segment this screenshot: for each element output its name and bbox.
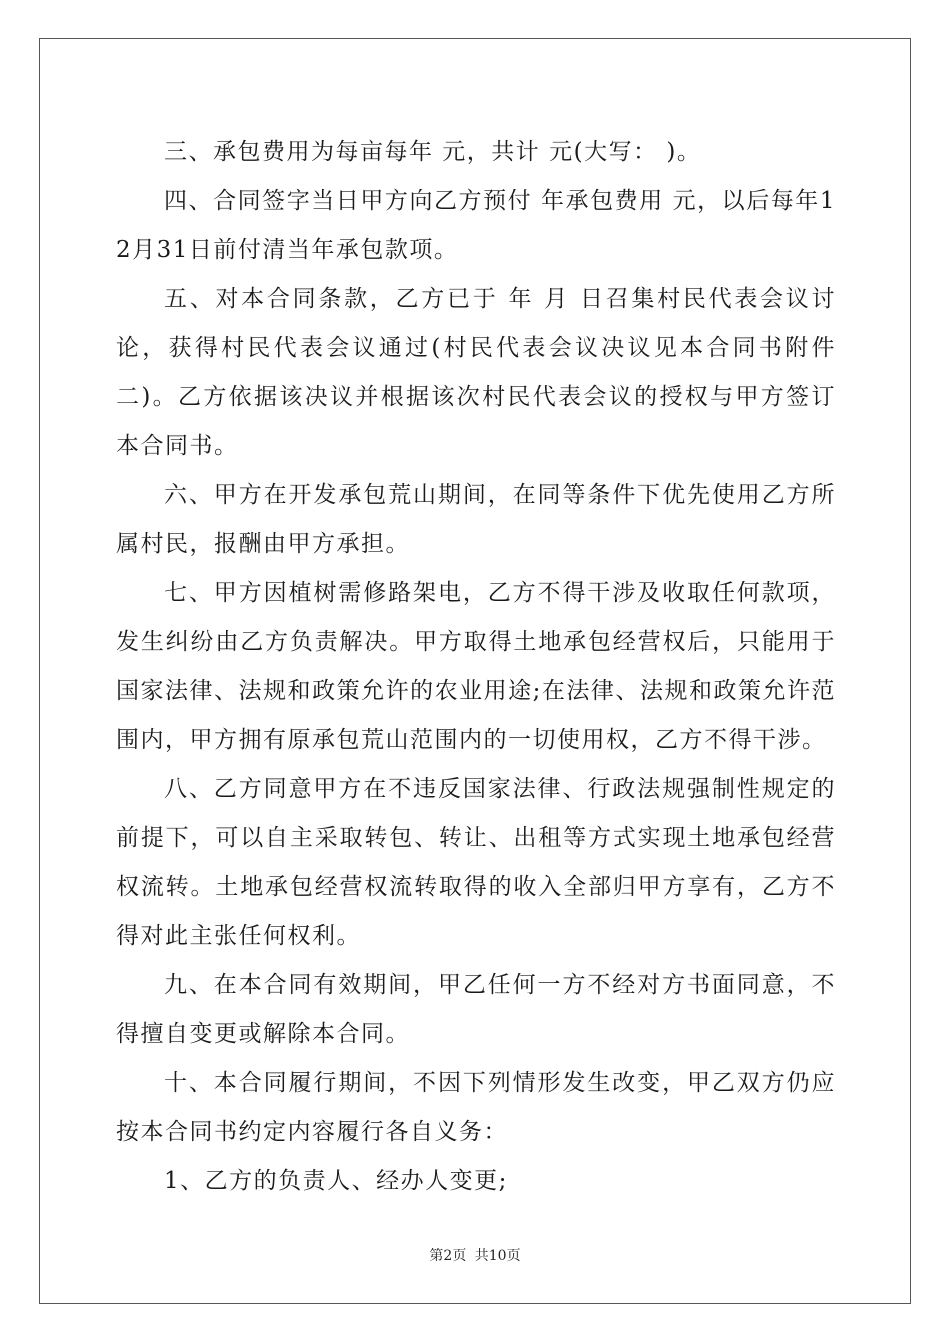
page-number-footer: 第2页 共10页: [429, 1248, 521, 1264]
clause-9-paragraph: 九、在本合同有效期间，甲乙任何一方不经对方书面同意，不得擅自变更或解除本合同。: [116, 972, 836, 1047]
clause-10-paragraph: 十、本合同履行期间，不因下列情形发生改变，甲乙双方仍应按本合同书约定内容履行各自义务：: [116, 1070, 836, 1145]
clause-4-paragraph: 四、合同签字当日甲方向乙方预付 年承包费用 元，以后每年12月31日前付清当年承包款项。: [116, 188, 836, 263]
clause-3-paragraph: 三、承包费用为每亩每年 元，共计 元(大写： )。: [164, 139, 702, 165]
clause-7-paragraph: 七、甲方因植树需修路架电，乙方不得干涉及收取任何款项，发生纠纷由乙方负责解决。甲方取得土地承包经营权后，只能用于国家法律、法规和政策允许的农业用途;在法律、法规和政策允许范围内，甲方拥有原承包荒山范围内的一切使用权，乙方不得干涉。: [116, 580, 836, 753]
clause-10-item-1: 1、乙方的负责人、经办人变更;: [164, 1168, 508, 1194]
clause-8-paragraph: 八、乙方同意甲方在不违反国家法律、行政法规强制性规定的前提下，可以自主采取转包、转让、出租等方式实现土地承包经营权流转。土地承包经营权流转取得的收入全部归甲方享有，乙方不得对此主张任何权利。: [116, 776, 836, 949]
clause-6-paragraph: 六、甲方在开发承包荒山期间，在同等条件下优先使用乙方所属村民，报酬由甲方承担。: [116, 482, 836, 557]
document-body: [116, 128, 836, 1206]
clause-5-paragraph: 五、对本合同条款，乙方已于 年 月 日召集村民代表会议讨论，获得村民代表会议通过(村民代表会议决议见本合同书附件二)。乙方依据该决议并根据该次村民代表会议的授权与甲方签订本合同书。: [116, 286, 836, 459]
